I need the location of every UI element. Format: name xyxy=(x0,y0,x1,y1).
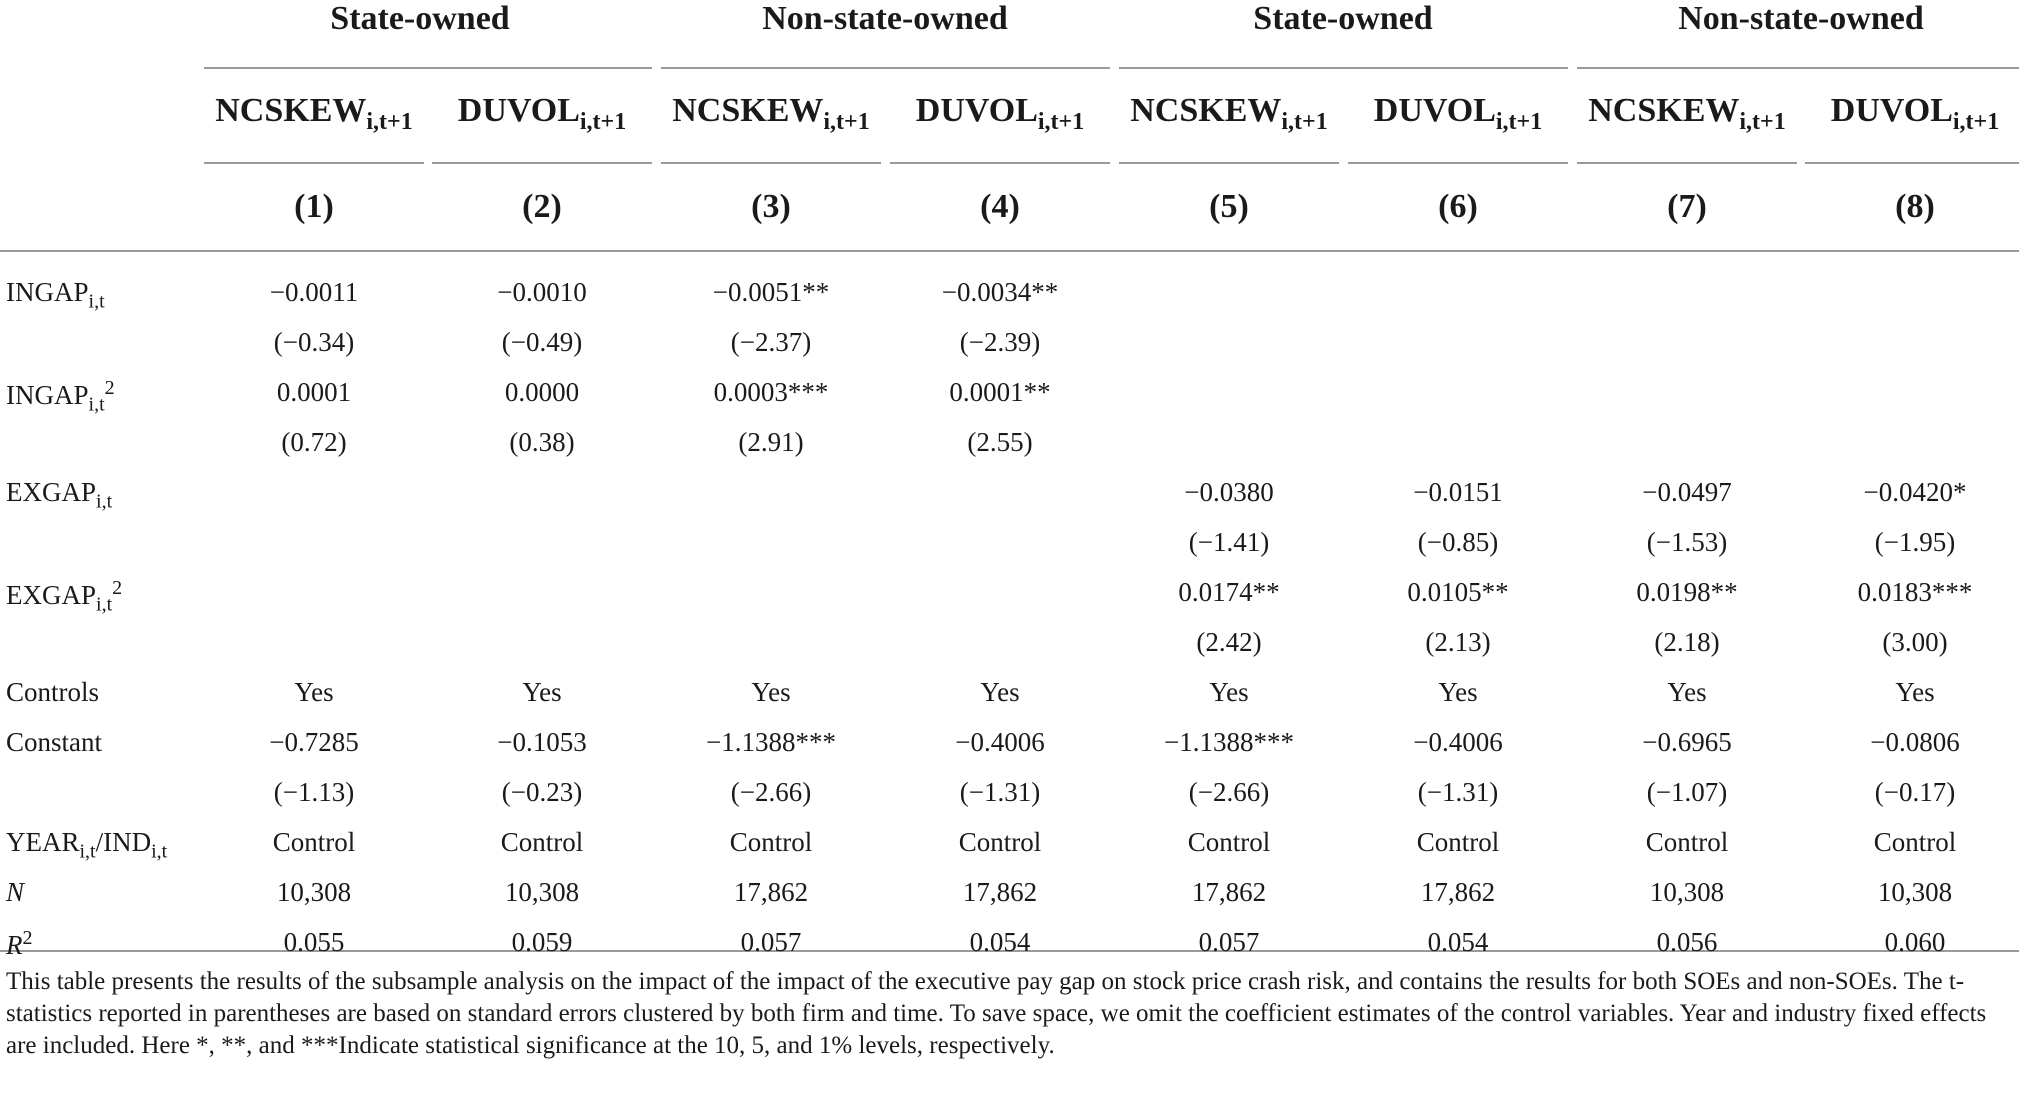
column-number: (6) xyxy=(1438,188,1478,225)
table-cell: (2.91) xyxy=(738,427,804,457)
table-cell: 0.0003*** xyxy=(713,377,829,407)
table-cell: 0.0001** xyxy=(949,377,1051,407)
table-cell: 0.060 xyxy=(1884,927,1946,957)
table-cell: Yes xyxy=(1438,677,1478,707)
table-cell: Control xyxy=(958,827,1042,857)
column-header xyxy=(1115,92,1343,136)
row-label xyxy=(6,927,33,961)
table-cell: (−2.39) xyxy=(959,327,1041,357)
row-label-subscript: i,t xyxy=(88,290,105,313)
table-cell: 0.056 xyxy=(1656,927,1718,957)
header-rule xyxy=(1119,162,1339,164)
table-cell: 0.054 xyxy=(969,927,1031,957)
table-cell: Yes xyxy=(1667,677,1707,707)
table-cell: Control xyxy=(500,827,584,857)
group-rule xyxy=(1119,67,1568,69)
row-label xyxy=(6,727,102,758)
table-cell: 0.0183*** xyxy=(1857,577,1973,607)
row-label xyxy=(6,827,167,863)
table-cell: 0.0000 xyxy=(504,377,580,407)
row-label xyxy=(6,477,112,513)
column-header-name: DUVOL xyxy=(457,92,580,129)
table-cell: 17,862 xyxy=(1420,877,1496,907)
table-cell: Yes xyxy=(294,677,334,707)
row-label-text: Controls xyxy=(6,677,100,707)
table-cell: (−1.31) xyxy=(1417,777,1499,807)
row-label xyxy=(6,277,105,313)
table-cell: Yes xyxy=(522,677,562,707)
row-label-superscript: 2 xyxy=(104,377,115,399)
table-cell: Yes xyxy=(980,677,1020,707)
table-cell: 0.055 xyxy=(283,927,345,957)
header-rule xyxy=(661,162,881,164)
column-header-name: NCSKEW xyxy=(1588,92,1740,129)
table-cell: (−0.49) xyxy=(501,327,583,357)
table-cell: 17,862 xyxy=(1191,877,1267,907)
header-rule xyxy=(432,162,652,164)
row-label-subscript: i,t xyxy=(79,840,96,863)
table-cell: (0.72) xyxy=(281,427,347,457)
header-rule xyxy=(1348,162,1568,164)
column-number: (8) xyxy=(1895,188,1935,225)
table-cell: Yes xyxy=(751,677,791,707)
table-cell: (−2.66) xyxy=(1188,777,1270,807)
header-rule xyxy=(1805,162,2019,164)
table-cell: Yes xyxy=(1895,677,1935,707)
row-label-subscript: i,t xyxy=(88,393,105,416)
row-label-text: INGAP xyxy=(6,380,89,410)
column-number: (7) xyxy=(1667,188,1707,225)
row-label-superscript: 2 xyxy=(22,927,33,949)
column-header xyxy=(428,92,656,136)
row-label-text: INGAP xyxy=(6,277,89,307)
table-cell: −0.4006 xyxy=(955,727,1045,757)
table-cell: −0.6965 xyxy=(1642,727,1732,757)
table-cell: (−1.07) xyxy=(1646,777,1728,807)
table-cell: Control xyxy=(1187,827,1271,857)
table-cell: (−0.34) xyxy=(273,327,355,357)
group-header: Non-state-owned xyxy=(762,0,1008,37)
column-header xyxy=(1801,92,2019,136)
table-cell: (2.55) xyxy=(967,427,1033,457)
table-cell: (0.38) xyxy=(509,427,575,457)
table-cell: −1.1388*** xyxy=(706,727,836,757)
header-rule xyxy=(890,162,1110,164)
header-rule xyxy=(1577,162,1797,164)
row-label-text: EXGAP xyxy=(6,580,97,610)
table-cell: (−1.13) xyxy=(273,777,355,807)
table-cell: 0.0174** xyxy=(1178,577,1280,607)
table-cell: (−2.66) xyxy=(730,777,812,807)
column-number: (1) xyxy=(294,188,334,225)
column-header-name: DUVOL xyxy=(1830,92,1953,129)
row-label-text: EXGAP xyxy=(6,477,97,507)
table-cell: −0.0420* xyxy=(1863,477,1967,507)
table-cell: −1.1388*** xyxy=(1164,727,1294,757)
column-header xyxy=(1573,92,1801,136)
column-header-subscript: i,t+1 xyxy=(1495,108,1543,135)
table-cell: Control xyxy=(1873,827,1957,857)
table-cell: −0.0011 xyxy=(269,277,359,307)
column-header-subscript: i,t+1 xyxy=(1281,108,1328,135)
table-cell: (−0.85) xyxy=(1417,527,1499,557)
table-cell: 10,308 xyxy=(504,877,580,907)
column-header-subscript: i,t+1 xyxy=(1037,108,1085,135)
column-number: (3) xyxy=(751,188,791,225)
row-label xyxy=(6,377,115,416)
table-cell: Control xyxy=(272,827,356,857)
header-rule xyxy=(204,162,424,164)
row-label-subscript: i,t xyxy=(96,593,113,616)
table-cell: −0.0051** xyxy=(712,277,830,307)
table-cell: 10,308 xyxy=(1649,877,1725,907)
table-cell: (−0.23) xyxy=(501,777,583,807)
column-header-subscript: i,t+1 xyxy=(579,108,627,135)
table-top-rule xyxy=(0,250,2019,252)
row-label xyxy=(6,577,122,616)
table-cell: 0.0198** xyxy=(1636,577,1738,607)
table-cell: (3.00) xyxy=(1882,627,1948,657)
row-label-text: N xyxy=(6,877,25,907)
column-header-name: DUVOL xyxy=(1373,92,1496,129)
table-cell: 10,308 xyxy=(1877,877,1953,907)
column-number: (4) xyxy=(980,188,1020,225)
table-cell: (−1.53) xyxy=(1646,527,1728,557)
table-cell: 17,862 xyxy=(962,877,1038,907)
group-header: State-owned xyxy=(1253,0,1433,37)
table-cell: 0.054 xyxy=(1427,927,1489,957)
column-header xyxy=(200,92,428,136)
table-cell: −0.0151 xyxy=(1413,477,1503,507)
table-cell: −0.1053 xyxy=(497,727,587,757)
row-label-text: Constant xyxy=(6,727,103,757)
table-cell: Yes xyxy=(1209,677,1249,707)
row-label xyxy=(6,877,24,908)
table-cell: (−2.37) xyxy=(730,327,812,357)
table-footnote: This table presents the results of the subsample analysis on the impact of the impact of the executive pay gap on stock price crash risk, and contains the results for both SOEs and non-SOEs. The t-statistics reported in parentheses are based on standard errors clustered by both firm and time. To save space, we omit the coefficient estimates of the control variables. Year and industry fixed effects are included. Here *, **, and ***Indicate statistical significance at the 10, 5, and 1% levels, respectively. xyxy=(6,968,1987,1059)
group-header: State-owned xyxy=(330,0,510,37)
table-cell: 17,862 xyxy=(733,877,809,907)
column-number: (5) xyxy=(1209,188,1249,225)
row-label-subscript: i,t xyxy=(96,490,113,513)
table-cell: Control xyxy=(729,827,813,857)
column-header-subscript: i,t+1 xyxy=(823,108,870,135)
row-label-text: YEAR xyxy=(6,827,80,857)
row-label xyxy=(6,677,99,708)
table-cell: 10,308 xyxy=(276,877,352,907)
table-cell: Control xyxy=(1645,827,1729,857)
column-header-name: NCSKEW xyxy=(672,92,824,129)
table-cell: (−1.95) xyxy=(1874,527,1956,557)
column-header-name: NCSKEW xyxy=(215,92,367,129)
table-cell: −0.7285 xyxy=(269,727,359,757)
group-rule xyxy=(204,67,652,69)
table-cell: −0.0806 xyxy=(1870,727,1960,757)
column-header xyxy=(886,92,1114,136)
table-cell: (−0.17) xyxy=(1874,777,1956,807)
table-cell: 0.0001 xyxy=(276,377,352,407)
column-header-subscript: i,t+1 xyxy=(366,108,413,135)
table-cell: 0.057 xyxy=(1198,927,1260,957)
table-cell: 0.059 xyxy=(511,927,573,957)
table-cell: 0.057 xyxy=(740,927,802,957)
group-header: Non-state-owned xyxy=(1678,0,1924,37)
table-cell: (−1.31) xyxy=(959,777,1041,807)
column-header xyxy=(657,92,885,136)
table-cell: −0.4006 xyxy=(1413,727,1503,757)
column-number: (2) xyxy=(522,188,562,225)
row-label-text: /IND xyxy=(95,827,152,857)
table-cell: Control xyxy=(1416,827,1500,857)
column-header-name: NCSKEW xyxy=(1130,92,1282,129)
column-header-name: DUVOL xyxy=(915,92,1038,129)
table-cell: 0.0105** xyxy=(1407,577,1509,607)
table-cell: (2.13) xyxy=(1425,627,1491,657)
table-cell: −0.0034** xyxy=(941,277,1059,307)
row-label-subscript: i,t xyxy=(151,840,168,863)
row-label-superscript: 2 xyxy=(112,577,123,599)
table-cell: (2.18) xyxy=(1654,627,1720,657)
row-label-text: R xyxy=(6,930,23,960)
group-rule xyxy=(1577,67,2019,69)
column-header-subscript: i,t+1 xyxy=(1952,108,2000,135)
column-header-subscript: i,t+1 xyxy=(1739,108,1786,135)
table-cell: (2.42) xyxy=(1196,627,1262,657)
table-cell: −0.0380 xyxy=(1184,477,1274,507)
table-cell: −0.0010 xyxy=(497,277,587,307)
table-cell: (−1.41) xyxy=(1188,527,1270,557)
column-header xyxy=(1344,92,1572,136)
group-rule xyxy=(661,67,1110,69)
table-cell: −0.0497 xyxy=(1642,477,1732,507)
